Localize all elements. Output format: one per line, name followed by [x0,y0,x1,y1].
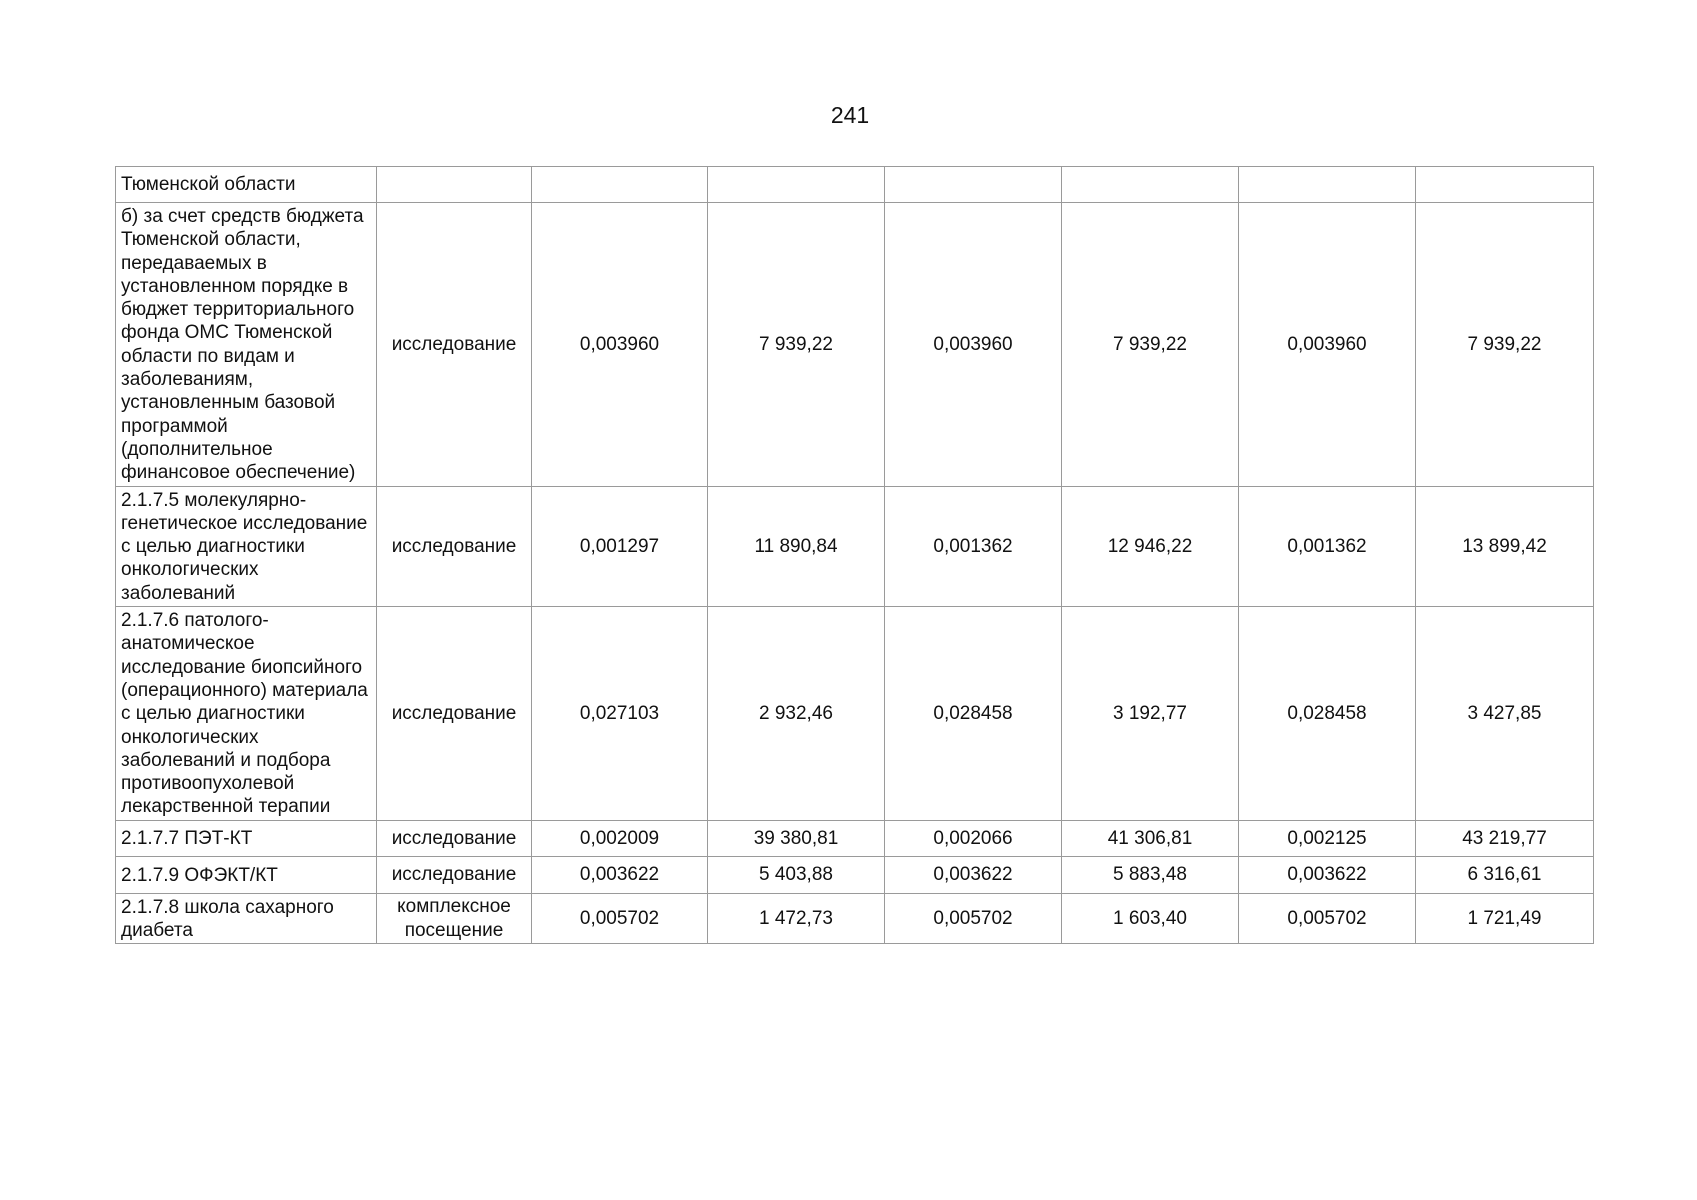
row-name-cell: 2.1.7.9 ОФЭКТ/КТ [116,856,377,893]
value-cell: 3 427,85 [1416,607,1594,821]
value-cell: 1 721,49 [1416,893,1594,944]
value-cell: 0,003622 [885,856,1062,893]
row-name-cell: 2.1.7.5 молекулярно-генетическое исследование с целью диагностики онкологических заболеваний [116,486,377,606]
row-name-cell: б) за счет средств бюджета Тюменской области, передаваемых в установленном порядке в бюджет территориального фонда ОМС Тюменской области по видам и заболеваниям, установленным базовой программой (дополнительное финансовое обеспечение) [116,203,377,487]
value-cell: 0,002125 [1239,820,1416,856]
value-cell: 0,028458 [1239,607,1416,821]
value-cell: 1 472,73 [708,893,885,944]
value-cell: 7 939,22 [708,203,885,487]
unit-cell [377,167,532,203]
table-row [116,820,1594,856]
value-cell: 5 883,48 [1062,856,1239,893]
value-cell: 7 939,22 [1416,203,1594,487]
table-row [116,856,1594,893]
value-cell [1062,167,1239,203]
table-row [116,607,1594,821]
value-cell: 12 946,22 [1062,486,1239,606]
value-cell [885,167,1062,203]
value-cell [1239,167,1416,203]
value-cell: 41 306,81 [1062,820,1239,856]
value-cell: 5 403,88 [708,856,885,893]
table-row [116,203,1594,487]
value-cell: 3 192,77 [1062,607,1239,821]
unit-cell: исследование [377,820,532,856]
unit-cell: исследование [377,203,532,487]
value-cell: 0,028458 [885,607,1062,821]
value-cell: 0,002009 [532,820,708,856]
table-row [116,893,1594,944]
table-row [116,486,1594,606]
data-table [115,166,1594,944]
value-cell: 2 932,46 [708,607,885,821]
value-cell: 0,002066 [885,820,1062,856]
row-name-cell: Тюменской области [116,167,377,203]
value-cell: 11 890,84 [708,486,885,606]
unit-cell: исследование [377,607,532,821]
unit-cell: комплексное посещение [377,893,532,944]
value-cell: 0,003622 [1239,856,1416,893]
value-cell: 0,005702 [532,893,708,944]
value-cell: 6 316,61 [1416,856,1594,893]
unit-cell: исследование [377,486,532,606]
value-cell [1416,167,1594,203]
value-cell: 0,003960 [885,203,1062,487]
row-name-cell: 2.1.7.7 ПЭТ-КТ [116,820,377,856]
value-cell: 0,003960 [1239,203,1416,487]
value-cell [708,167,885,203]
value-cell: 0,005702 [885,893,1062,944]
value-cell: 1 603,40 [1062,893,1239,944]
row-name-cell: 2.1.7.6 патолого-анатомическое исследование биопсийного (операционного) материала с целью диагностики онкологических заболеваний и подбора противоопухолевой лекарственной терапии [116,607,377,821]
value-cell: 0,001362 [1239,486,1416,606]
row-name-cell: 2.1.7.8 школа сахарного диабета [116,893,377,944]
value-cell: 39 380,81 [708,820,885,856]
value-cell: 43 219,77 [1416,820,1594,856]
value-cell: 0,003960 [532,203,708,487]
value-cell: 0,001362 [885,486,1062,606]
unit-cell: исследование [377,856,532,893]
value-cell [532,167,708,203]
page-number: 241 [830,102,870,128]
value-cell: 7 939,22 [1062,203,1239,487]
value-cell: 0,001297 [532,486,708,606]
value-cell: 0,003622 [532,856,708,893]
value-cell: 0,005702 [1239,893,1416,944]
value-cell: 13 899,42 [1416,486,1594,606]
table-row [116,167,1594,203]
value-cell: 0,027103 [532,607,708,821]
